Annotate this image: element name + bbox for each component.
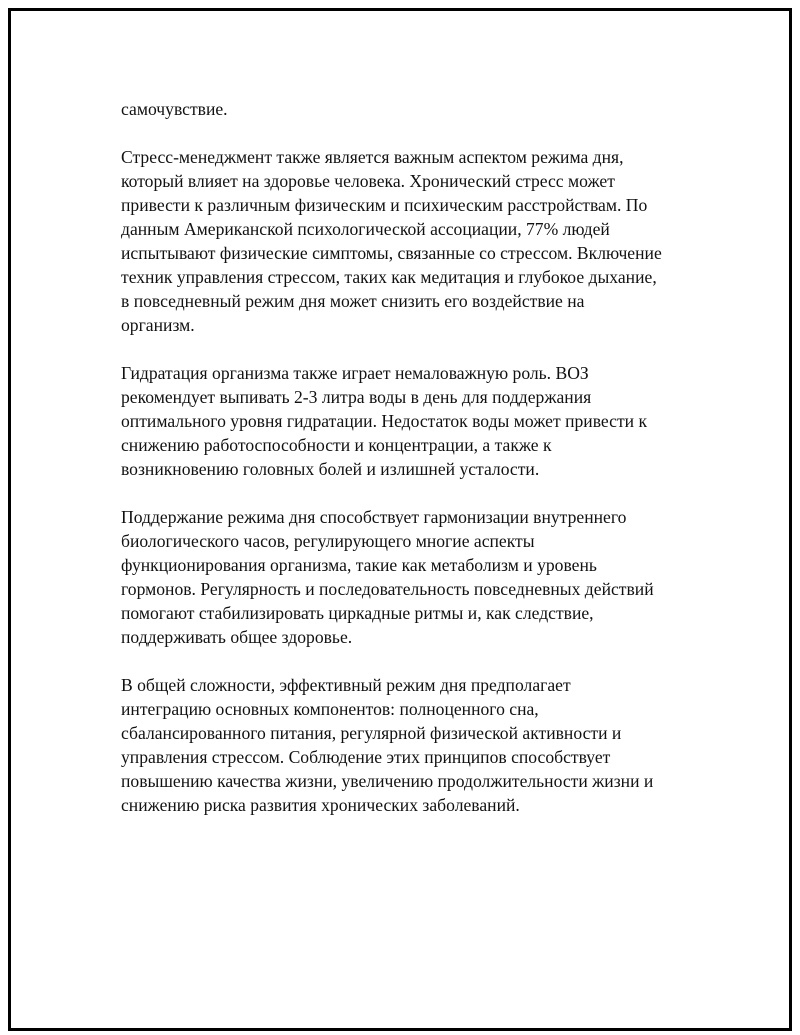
paragraph-1 (121, 97, 711, 121)
paragraph-2 (121, 145, 711, 337)
text-line: сбалансированного питания, регулярной физической активности и (121, 723, 622, 743)
text-line: снижению работоспособности и концентрации, а также к (121, 435, 552, 455)
text-line: помогают стабилизировать циркадные ритмы и, как следствие, (121, 603, 594, 623)
text-line: биологического часов, регулирующего многие аспекты (121, 531, 535, 551)
text-line: в повседневный режим дня может снизить его воздействие на (121, 291, 585, 311)
text-line: интеграцию основных компонентов: полноценного сна, (121, 699, 539, 719)
text-line: управления стрессом. Соблюдение этих принципов способствует (121, 747, 611, 767)
text-line: оптимального уровня гидратации. Недостаток воды может привести к (121, 411, 648, 431)
document-page (8, 8, 792, 1031)
text-line: Гидратация организма также играет немаловажную роль. ВОЗ (121, 363, 589, 383)
text-line: самочувствие. (121, 99, 228, 119)
text-line: Стресс-менеджмент также является важным аспектом режима дня, (121, 147, 624, 167)
paragraph-5 (121, 673, 711, 817)
text-line: данным Американской психологической ассоциации, 77% людей (121, 219, 610, 239)
text-line: привести к различным физическим и психическим расстройствам. По (121, 195, 648, 215)
text-line: рекомендует выпивать 2-3 литра воды в день для поддержания (121, 387, 592, 407)
text-line: В общей сложности, эффективный режим дня предполагает (121, 675, 571, 695)
text-line: Поддержание режима дня способствует гармонизации внутреннего (121, 507, 627, 527)
text-line: который влияет на здоровье человека. Хронический стресс может (121, 171, 615, 191)
document-body (121, 97, 711, 841)
text-line: снижению риска развития хронических заболеваний. (121, 795, 520, 815)
text-line: возникновению головных болей и излишней усталости. (121, 459, 540, 479)
text-line: гормонов. Регулярность и последовательность повседневных действий (121, 579, 654, 599)
text-line: техник управления стрессом, таких как медитация и глубокое дыхание, (121, 267, 657, 287)
text-line: поддерживать общее здоровье. (121, 627, 353, 647)
text-line: функционирования организма, такие как метаболизм и уровень (121, 555, 597, 575)
text-line: испытывают физические симптомы, связанные со стрессом. Включение (121, 243, 662, 263)
paragraph-4 (121, 505, 711, 649)
paragraph-3 (121, 361, 711, 481)
text-line: повышению качества жизни, увеличению продолжительности жизни и (121, 771, 654, 791)
text-line: организм. (121, 315, 195, 335)
